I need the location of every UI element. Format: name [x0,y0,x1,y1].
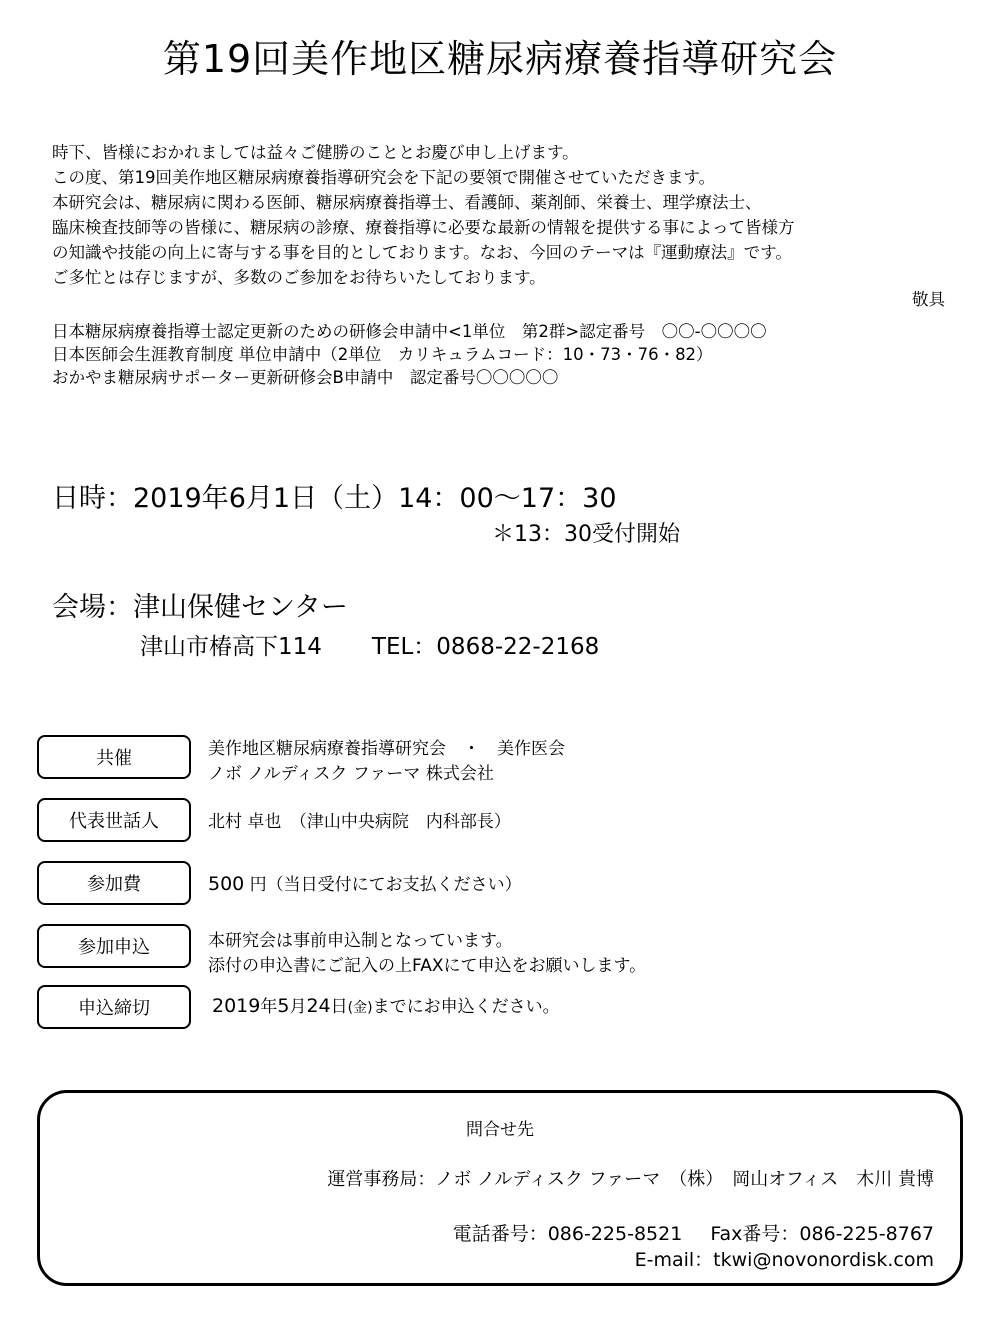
deadline-weekday: (金) [347,1000,373,1016]
cohost-label: 共催 [37,735,191,779]
contact-phone: 電話番号：086-225-8521 [452,1223,683,1245]
cohost-line: ノボ ノルディスク ファーマ 株式会社 [208,764,494,784]
application-info [208,929,646,979]
certification-item: おかやま糖尿病サポーター更新研修会B申請中 認定番号〇〇〇〇〇 [52,368,559,387]
contact-box [37,1090,963,1286]
cohost-info [208,737,565,787]
deadline-year: 2019 [212,995,261,1017]
intro-line: この度、第19回美作地区糖尿病療養指導研究会を下記の要領で開催させていただきます。 [52,168,716,187]
intro-line: 時下、皆様におかれましては益々ご健勝のこととお慶び申し上げます。 [52,143,579,162]
venue-address: 津山市椿高下114 [140,634,322,660]
deadline-label: 申込締切 [37,985,191,1029]
deadline-rest: までにお申込ください。 [372,997,560,1017]
closing-remark: 敬具 [912,290,945,309]
cohost-line: 美作地区糖尿病療養指導研究会 ・ 美作医会 [208,739,565,759]
deadline-value [212,994,560,1021]
intro-paragraph [52,140,952,290]
application-line: 本研究会は事前申込制となっています。 [208,931,513,951]
venue-name: 会場：津山保健センター [52,592,348,623]
deadline-day: 24 [306,995,331,1017]
reception-start: ＊13：30受付開始 [492,522,680,547]
venue-address-line [140,628,599,661]
contact-fax: Fax番号：086-225-8767 [710,1223,934,1245]
venue-tel: TEL：0868-22-2168 [371,634,600,660]
fee-value [208,872,522,898]
fee-label: 参加費 [37,861,191,905]
intro-line: 本研究会は、糖尿病に関わる医師、糖尿病療養指導士、看護師、薬剤師、栄養士、理学療法士、 [52,193,762,212]
representative-label: 代表世話人 [37,798,191,842]
deadline-month-suffix: 月 [289,997,307,1017]
fee-unit: 円（当日受付にてお支払ください） [249,875,522,895]
application-label: 参加申込 [37,924,191,968]
fee-amount: 500 [208,873,245,895]
contact-title: 問合せ先 [466,1120,534,1140]
contact-phone-line [453,1219,934,1246]
contact-email[interactable]: E-mail：tkwi@novonordisk.com [634,1249,934,1271]
intro-line: 臨床検査技師等の皆様に、糖尿病の診療、療養指導に必要な最新の情報を提供する事によって皆様方 [52,218,795,237]
certification-list [52,320,767,389]
event-datetime: 日時：2019年6月1日（土）14：00～17：30 [52,483,617,514]
deadline-day-suffix: 日 [330,997,348,1017]
representative-value: 北村 卓也 （津山中央病院 内科部長） [208,812,511,832]
deadline-year-suffix: 年 [260,997,278,1017]
intro-line: ご多忙とは存じますが、多数のご参加をお待ちいたしております。 [52,268,546,287]
application-line: 添付の申込書にご記入の上FAXにて申込をお願いします。 [208,956,647,976]
certification-item: 日本糖尿病療養指導士認定更新のための研修会申請中<1単位 第2群>認定番号 〇〇-〇〇〇〇 [52,322,767,341]
certification-item: 日本医師会生涯教育制度 単位申請中（2単位 カリキュラムコード：10・73・76・82） [52,345,713,364]
contact-office: 運営事務局：ノボ ノルディスク ファーマ （株） 岡山オフィス 木川 貴博 [327,1169,934,1190]
intro-line: の知識や技能の向上に寄与する事を目的としております。なお、今回のテーマは『運動療法』です。 [52,243,792,262]
deadline-month: 5 [277,995,290,1017]
page-title: 第19回美作地区糖尿病療養指導研究会 [162,37,838,81]
